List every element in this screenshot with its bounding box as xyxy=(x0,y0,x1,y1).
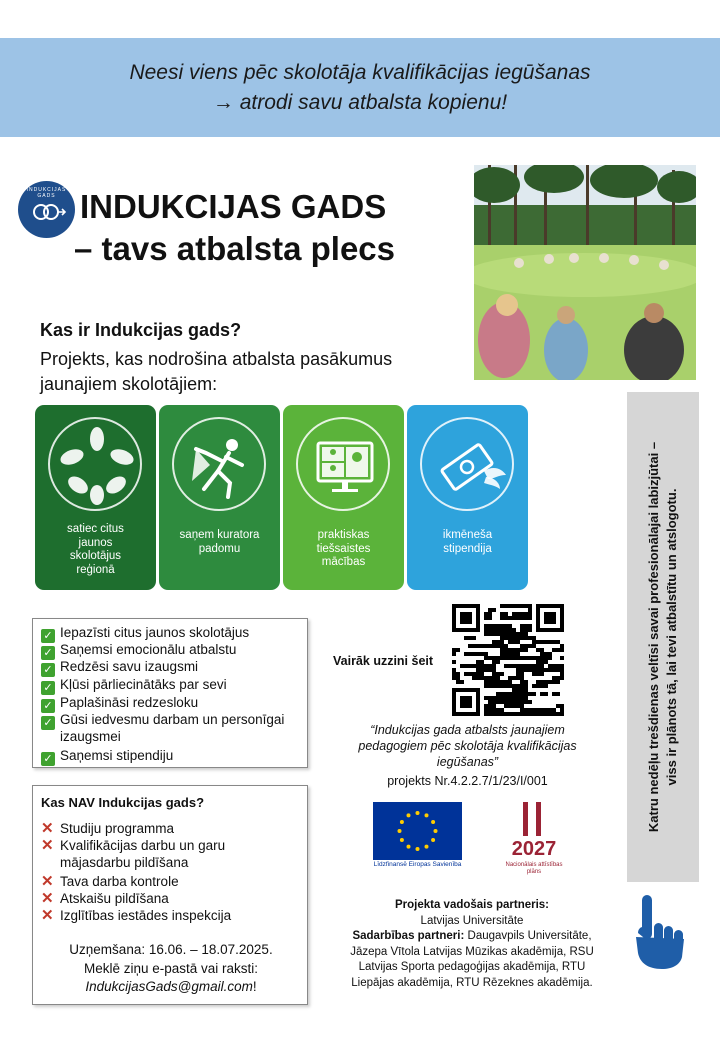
not-item-label: Atskaišu pildīšana xyxy=(60,891,169,906)
tile-caption-line: praktiskas xyxy=(317,529,370,541)
benefit-label: Redzēsi savu izaugsmi xyxy=(60,659,199,674)
list-item-continuation xyxy=(41,729,121,745)
contact-text: Meklē ziņu e-pastā vai raksti: xyxy=(83,961,259,976)
email-link[interactable]: IndukcijasGads@gmail.com xyxy=(85,979,253,994)
page-title-line-2: – tavs atbalsta plecs xyxy=(74,230,396,267)
benefit-label: Iepazīsti citus jaunos skolotājus xyxy=(60,625,250,640)
tile-caption-line: stipendija xyxy=(443,542,492,555)
email-suffix: ! xyxy=(252,979,257,994)
benefit-label: Kļūsi pārliecinātāks par sevi xyxy=(60,677,227,692)
check-icon: ✓ xyxy=(41,699,55,713)
cooperation-partners-line: Liepājas akadēmija, RTU Rēzeknes akadēmija. xyxy=(351,976,593,989)
side-note-line: viss ir plānots tā, lai tevi atbalstītu un atslogotu. xyxy=(664,488,679,786)
benefit-label: Saņemsi emocionālu atbalstu xyxy=(60,642,237,657)
tile-circle xyxy=(48,417,142,511)
tile-caption-line: mācības xyxy=(321,556,366,568)
tile-circle xyxy=(296,417,390,511)
tile-mentor-advice xyxy=(159,405,280,590)
tile-caption-line: skolotājus xyxy=(69,550,122,562)
check-icon: ✓ xyxy=(41,629,55,643)
cross-icon: ✕ xyxy=(41,873,54,890)
list-item xyxy=(41,642,236,660)
superhero-icon xyxy=(174,419,268,513)
not-item-label: mājasdarbu pildīšana xyxy=(60,855,189,870)
project-number: projekts Nr.4.2.2.7/1/23/I/001 xyxy=(387,774,548,788)
lead-partner-label: Projekta vadošais partneris: xyxy=(394,899,550,911)
hands-icon xyxy=(50,419,144,513)
list-item xyxy=(41,891,169,907)
check-icon: ✓ xyxy=(41,663,55,677)
tile-circle xyxy=(420,417,514,511)
logo-rings-icon xyxy=(18,181,75,238)
tile-caption xyxy=(287,529,400,570)
qr-code[interactable] xyxy=(452,604,564,716)
not-section-title: Kas NAV Indukcijas gads? xyxy=(41,795,205,810)
side-note xyxy=(645,392,681,882)
page-title-line-1: INDUKCIJAS GADS xyxy=(80,188,387,225)
list-item xyxy=(41,874,179,890)
tile-caption xyxy=(163,529,276,556)
more-info-label: Vairāk uzzini šeit xyxy=(333,654,434,668)
cross-icon: ✕ xyxy=(41,820,54,837)
pointing-hand-icon xyxy=(632,893,688,971)
list-item xyxy=(41,821,174,837)
side-note-line: Katru nedēļu trešdienas veltīsi savai profesionālajai labizjūtai – xyxy=(646,441,661,833)
partners-block xyxy=(322,898,622,991)
group-photo xyxy=(474,165,696,380)
check-icon: ✓ xyxy=(41,752,55,766)
cooperation-partners-label: Sadarbības partneri: xyxy=(352,930,465,942)
lead-partner: Latvijas Universitāte xyxy=(420,914,524,927)
benefit-label: Paplašināsi redzesloku xyxy=(60,695,199,710)
logo-text: INDUKCIJAS GADS xyxy=(26,187,67,199)
cross-icon: ✕ xyxy=(41,907,54,924)
national-plan-caption: Nacionālais attīstības plāns xyxy=(505,862,563,875)
cross-icon: ✕ xyxy=(41,890,54,907)
list-item-continuation xyxy=(41,855,188,871)
tile-caption-line: ikmēneša xyxy=(442,529,493,541)
banner-line-1: Neesi viens pēc skolotāja kvalifikācijas iegūšanas xyxy=(129,61,591,84)
not-item-label: Studiju programma xyxy=(60,821,175,836)
list-item xyxy=(41,712,284,730)
side-note-panel xyxy=(627,392,699,882)
tile-online-training xyxy=(283,405,404,590)
benefits-list xyxy=(32,618,308,768)
tile-caption-line: tiešsaistes xyxy=(316,542,371,555)
cooperation-partners-line: Latvijas Sporta pedagoģijas akadēmija, RTU xyxy=(358,961,586,973)
intro-question: Kas ir Indukcijas gads? xyxy=(40,320,242,340)
flying-money-icon xyxy=(422,419,516,513)
list-item xyxy=(41,838,225,854)
national-plan-year: 2027 xyxy=(511,838,557,860)
project-name xyxy=(340,722,595,770)
tile-caption xyxy=(39,523,152,577)
tile-meet-teachers xyxy=(35,405,156,590)
not-item-label: Tava darba kontrole xyxy=(60,874,179,889)
list-item xyxy=(41,625,249,643)
project-name-line: pedagogiem pēc skolotāja kvalifikācijas xyxy=(358,739,577,753)
admission-dates: Uzņemšana: 16.06. – 18.07.2025. xyxy=(69,942,273,957)
benefit-label: Gūsi iedvesmu darbam un personīgai xyxy=(60,712,285,727)
cooperation-partners-line: Daugavpils Universitāte, xyxy=(464,930,592,942)
tile-caption-line: jaunos xyxy=(78,536,113,549)
tile-caption-line: padomu xyxy=(198,542,241,555)
intro-description: Projekts, kas nodrošina atbalsta pasākumus jaunajiem skolotājiem: xyxy=(40,349,393,394)
project-name-line: “Indukcijas gada atbalsts jaunajiem xyxy=(370,723,565,737)
tile-caption xyxy=(411,529,524,556)
project-name-line: iegūšanas” xyxy=(436,755,499,769)
list-item xyxy=(41,677,227,695)
cross-icon: ✕ xyxy=(41,837,54,854)
online-meeting-icon xyxy=(298,419,392,513)
tile-circle xyxy=(172,417,266,511)
not-section xyxy=(32,785,308,1005)
check-icon: ✓ xyxy=(41,681,55,695)
check-icon: ✓ xyxy=(41,646,55,660)
indukcijas-gads-logo xyxy=(18,181,75,238)
eu-caption: Līdzfinansē Eiropas Savienība xyxy=(373,861,462,868)
list-item xyxy=(41,748,173,766)
list-item xyxy=(41,908,231,924)
banner-line-2: → atrodi savu atbalsta kopienu! xyxy=(212,91,508,114)
not-item-label: Izglītības iestādes inspekcija xyxy=(60,908,232,923)
tile-caption-line: satiec citus xyxy=(67,523,124,535)
list-item xyxy=(41,695,198,713)
top-banner xyxy=(0,38,720,137)
not-item-label: Kvalifikācijas darbu un garu xyxy=(60,838,226,853)
tile-monthly-stipend xyxy=(407,405,528,590)
cooperation-partners-line: Jāzepa Vītola Latvijas Mūzikas akadēmija, RSU xyxy=(350,945,594,958)
check-icon: ✓ xyxy=(41,716,55,730)
list-item xyxy=(41,659,198,677)
benefit-label: Saņemsi stipendiju xyxy=(60,748,174,763)
benefit-label: izaugsmei xyxy=(60,729,121,744)
tile-caption-line: reģionā xyxy=(76,563,115,576)
tile-caption-line: saņem kuratora xyxy=(179,529,260,541)
contact-email-line xyxy=(33,979,309,995)
eu-flag-logo xyxy=(373,802,462,860)
